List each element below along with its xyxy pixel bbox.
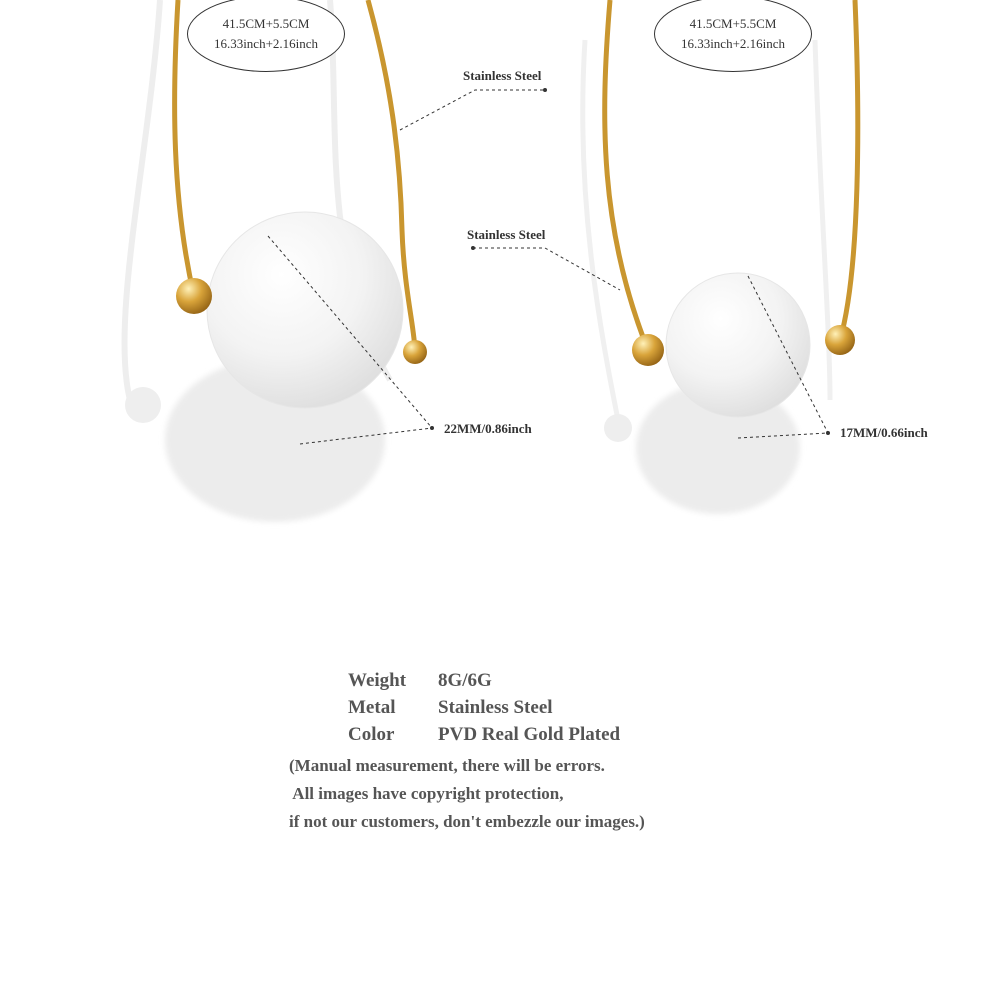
note-line-1: (Manual measurement, there will be errors.	[289, 756, 605, 775]
right-bead-2	[825, 325, 855, 355]
right-pearl	[666, 273, 810, 417]
left-pearl	[207, 212, 403, 408]
spec-metal-key: Metal	[348, 697, 396, 718]
note-line-2: All images have copyright protection,	[289, 784, 564, 803]
right-length-inch: 16.33inch+2.16inch	[680, 36, 786, 51]
left-bead-2	[403, 340, 427, 364]
right-chain-callout: Stainless Steel	[467, 227, 546, 242]
spec-color-value: PVD Real Gold Plated	[438, 724, 621, 745]
left-chain-callout: Stainless Steel	[463, 68, 542, 83]
spec-weight-key: Weight	[348, 670, 407, 691]
spec-weight-value: 8G/6G	[438, 670, 492, 691]
spec-color-key: Color	[348, 724, 395, 745]
left-bead-1	[176, 278, 212, 314]
left-length-inch: 16.33inch+2.16inch	[213, 36, 319, 51]
spec-metal-value: Stainless Steel	[438, 697, 553, 718]
right-pearl-size-callout: 17MM/0.66inch	[840, 425, 928, 440]
right-chain	[605, 0, 648, 350]
right-length-cm: 41.5CM+5.5CM	[689, 16, 777, 31]
left-length-cm: 41.5CM+5.5CM	[222, 16, 310, 31]
note-line-3: if not our customers, don't embezzle our images.)	[289, 812, 645, 831]
right-bead-1	[632, 334, 664, 366]
left-pearl-size-callout: 22MM/0.86inch	[444, 421, 532, 436]
